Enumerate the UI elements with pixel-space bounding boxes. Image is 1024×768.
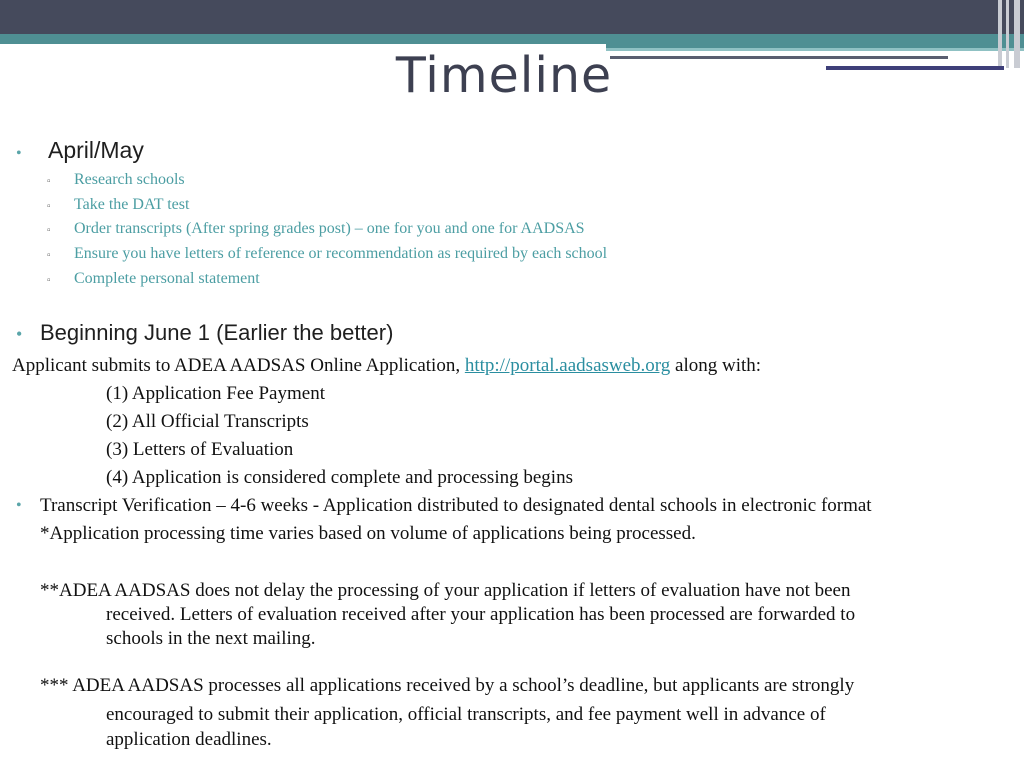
step-processing-begins: (4) Application is considered complete and processing begins [106, 467, 573, 488]
processing-time-note: *Application processing time varies based on volume of applications being processed. [40, 523, 696, 544]
list-item-research-schools: Research schools [74, 171, 185, 188]
aadsas-portal-link[interactable]: http://portal.aadsasweb.org [464, 355, 671, 376]
list-item-order-transcripts: Order transcripts (After spring grades post) – one for you and one for AADSAS [74, 220, 585, 237]
sub-bullet-icon: ▫ [47, 250, 51, 261]
step-letters-of-evaluation: (3) Letters of Evaluation [106, 439, 294, 460]
slide-title: Timeline [395, 47, 613, 104]
list-item-personal-statement: Complete personal statement [74, 270, 260, 287]
list-item-dat-test: Take the DAT test [74, 196, 190, 213]
sub-bullet-icon: ▫ [47, 176, 51, 187]
letters-note-line-2: received. Letters of evaluation received after your application has been processed are forwarded to [106, 604, 856, 625]
step-application-fee: (1) Application Fee Payment [106, 383, 325, 404]
bullet-icon: • [16, 497, 22, 514]
bullet-icon: • [16, 324, 23, 344]
list-item-letters-of-reference: Ensure you have letters of reference or recommendation as required by each school [74, 245, 608, 262]
sub-bullet-icon: ▫ [47, 275, 51, 286]
applicant-submits-line [12, 355, 761, 377]
letters-note-line-1: **ADEA AADSAS does not delay the processing of your application if letters of evaluation have not been [40, 580, 851, 601]
applicant-suffix: along with: [670, 355, 762, 376]
section-heading-april-may: April/May [48, 137, 144, 163]
deadline-note-line-1: *** ADEA AADSAS processes all applications received by a school’s deadline, but applicants are strongly [40, 675, 855, 696]
step-official-transcripts: (2) All Official Transcripts [106, 411, 309, 432]
deadline-note-line-2: encouraged to submit their application, official transcripts, and fee payment well in advance of [106, 704, 826, 725]
applicant-prefix: Applicant submits to ADEA AADSAS Online Application, [12, 355, 465, 376]
header-dark-band [0, 0, 1024, 34]
sub-bullet-icon: ▫ [47, 201, 51, 212]
letters-note-line-3: schools in the next mailing. [106, 628, 316, 649]
sub-bullet-icon: ▫ [47, 225, 51, 236]
section-heading-june-1: Beginning June 1 (Earlier the better) [40, 320, 394, 345]
transcript-verification-text: Transcript Verification – 4-6 weeks - Application distributed to designated dental schools in electronic format [40, 495, 872, 516]
bullet-icon: • [16, 145, 22, 162]
deadline-note-line-3: application deadlines. [106, 729, 272, 750]
